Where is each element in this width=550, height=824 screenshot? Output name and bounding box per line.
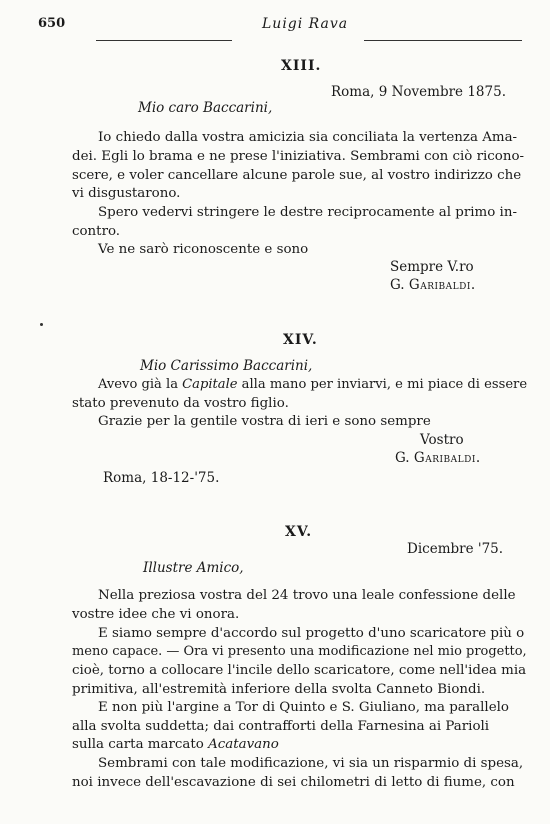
letter-15-line: Nella preziosa vostra del 24 trovo una leale confessione delle <box>98 588 516 603</box>
letter-13-line: dei. Egli lo brama e ne prese l'iniziativa. Sembrami con ciò ricono- <box>72 149 525 164</box>
letter-13-number: XIII. <box>281 58 322 74</box>
header-rule-left <box>96 40 232 41</box>
letter-13-line: Io chiedo dalla vostra amicizia sia conciliata la vertenza Ama- <box>98 130 518 145</box>
letter-15-date: Dicembre '75. <box>407 541 504 557</box>
letter-15-line: meno capace. — Ora vi presento una modificazione nel mio progetto, <box>72 644 527 659</box>
page-number: 650 <box>38 16 66 31</box>
letter-13-date: Roma, 9 Novembre 1875. <box>331 84 506 100</box>
letter-14-closing: Vostro <box>420 432 464 448</box>
letter-13-line: contro. <box>72 224 121 239</box>
signature-name: Garibaldi. <box>408 277 476 293</box>
header-rule-right <box>364 40 522 41</box>
letter-14-number: XIV. <box>283 332 318 348</box>
letter-14-line: stato prevenuto da vostro figlio. <box>72 396 289 411</box>
letter-13-salutation: Mio caro Baccarini, <box>138 100 273 116</box>
letter-14-line: Grazie per la gentile vostra di ieri e sono sempre <box>98 414 431 429</box>
letter-15-number: XV. <box>285 524 313 540</box>
letter-15-line: cioè, torno a collocare l'incile dello scaricatore, come nell'idea mia <box>72 663 527 678</box>
letter-15-line: vostre idee che vi onora. <box>72 607 240 622</box>
letter-15-line: Sembrami con tale modificazione, vi sia un risparmio di spesa, <box>98 756 524 771</box>
letter-14-salutation: Mio Carissimo Baccarini, <box>140 358 313 374</box>
printing-mark <box>40 323 43 326</box>
running-title: Luigi Rava <box>262 16 349 32</box>
letter-13-line: Spero vedervi stringere le destre reciprocamente al primo in- <box>98 205 517 220</box>
letter-15-line: E non più l'argine a Tor di Quinto e S. Giuliano, ma parallelo <box>98 700 509 715</box>
letter-14-line: Avevo già la Capitale alla mano per inviarvi, e mi piace di essere <box>98 377 528 392</box>
letter-13-line: scere, e voler cancellare alcune parole sue, al vostro indirizzo che <box>72 168 522 183</box>
signature-initial: G. <box>395 450 410 466</box>
letter-14-signature <box>395 450 481 466</box>
letter-13-line: vi disgustarono. <box>72 186 181 201</box>
letter-15-line: sulla carta marcato Acatavano <box>72 737 279 752</box>
letter-13-signature <box>390 277 476 293</box>
letter-15-line: alla svolta suddetta; dai contrafforti della Farnesina ai Parioli <box>72 719 490 734</box>
signature-name: Garibaldi. <box>413 450 481 466</box>
letter-13-closing: Sempre V.ro <box>390 259 474 275</box>
letter-15-line: noi invece dell'escavazione di sei chilometri di letto di fiume, con <box>72 775 515 790</box>
signature-initial: G. <box>390 277 405 293</box>
letter-15-salutation: Illustre Amico, <box>143 560 244 576</box>
letter-13-line: Ve ne sarò riconoscente e sono <box>98 242 309 257</box>
letter-15-line: E siamo sempre d'accordo sul progetto d'uno scaricatore più o <box>98 626 525 641</box>
letter-15-line: primitiva, all'estremità inferiore della svolta Canneto Biondi. <box>72 682 486 697</box>
letter-14-date: Roma, 18-12-'75. <box>103 470 220 486</box>
